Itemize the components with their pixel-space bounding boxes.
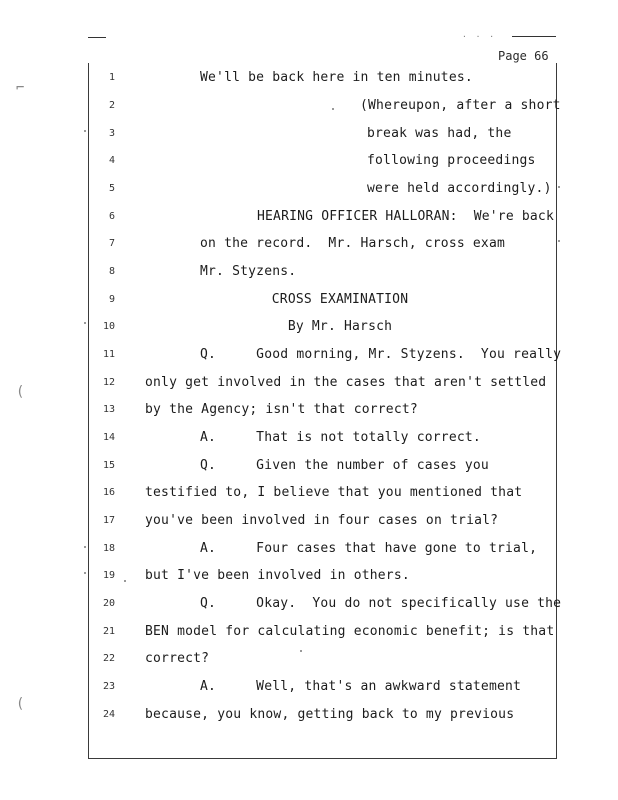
line-number: 4 [108,155,115,166]
scan-speck [558,186,560,188]
line-number: 7 [108,238,115,249]
line-number: 3 [108,128,115,139]
transcript-line: BEN model for calculating economic benefit; is that [145,624,555,639]
question-line: Q. Good morning, Mr. Styzens. You really [200,347,562,362]
line-number: 10 [102,321,115,332]
question-line: Q. Okay. You do not specifically use the [200,596,562,611]
line-number: 15 [102,460,115,471]
line-number: 12 [102,377,115,388]
transcript-line: correct? [145,651,210,666]
answer-line: A. Well, that's an awkward statement [200,679,522,694]
scan-speck [558,240,560,242]
scan-speck [84,546,86,548]
scan-artifact: . . . [462,30,497,39]
line-number: 17 [102,515,115,526]
line-number: 14 [102,432,115,443]
scan-speck [84,130,86,132]
line-number: 24 [102,709,115,720]
transcript-line: were held accordingly.) [367,181,552,196]
scan-speck [300,650,302,652]
transcript-line: because, you know, getting back to my previous [145,707,515,722]
line-number: 22 [102,653,115,664]
question-line: Q. Given the number of cases you [200,458,489,473]
scan-speck [84,322,86,324]
margin-mark: ( [16,696,25,712]
line-number: 18 [102,543,115,554]
transcript-line: you've been involved in four cases on trial? [145,513,499,528]
examiner-line: By Mr. Harsch [287,319,393,334]
transcript-line: following proceedings [367,153,536,168]
line-number: 2 [108,100,115,111]
line-number: 8 [108,266,115,277]
line-number: 16 [102,487,115,498]
section-heading: CROSS EXAMINATION [271,292,409,307]
top-rule-right [512,36,556,37]
line-number: 19 [102,570,115,581]
scan-speck [124,580,126,582]
speaker-line: HEARING OFFICER HALLORAN: We're back [257,209,554,224]
transcript-line: break was had, the [367,126,512,141]
line-number: 20 [102,598,115,609]
transcript-line: (Whereupon, after a short [360,98,561,113]
transcript-line: only get involved in the cases that aren't settled [145,375,547,390]
line-number: 13 [102,404,115,415]
transcript-line: but I've been involved in others. [145,568,410,583]
scan-speck [84,572,86,574]
line-number: 11 [102,349,115,360]
line-number: 23 [102,681,115,692]
scan-speck [332,108,334,110]
transcript-line: We'll be back here in ten minutes. [200,70,473,85]
transcript-line: Mr. Styzens. [200,264,297,279]
line-number: 21 [102,626,115,637]
margin-mark: ( [16,384,25,400]
line-number: 5 [108,183,115,194]
transcript-line: by the Agency; isn't that correct? [145,402,418,417]
answer-line: A. Four cases that have gone to trial, [200,541,538,556]
line-number: 6 [108,211,115,222]
answer-line: A. That is not totally correct. [200,430,481,445]
margin-mark: ⌐ [16,80,25,96]
line-number: 1 [108,72,115,83]
transcript-line: testified to, I believe that you mentioned that [145,485,523,500]
transcript-line: on the record. Mr. Harsch, cross exam [200,236,506,251]
top-rule-left [88,37,106,38]
page-number: Page 66 [498,49,549,63]
line-number: 9 [108,294,115,305]
